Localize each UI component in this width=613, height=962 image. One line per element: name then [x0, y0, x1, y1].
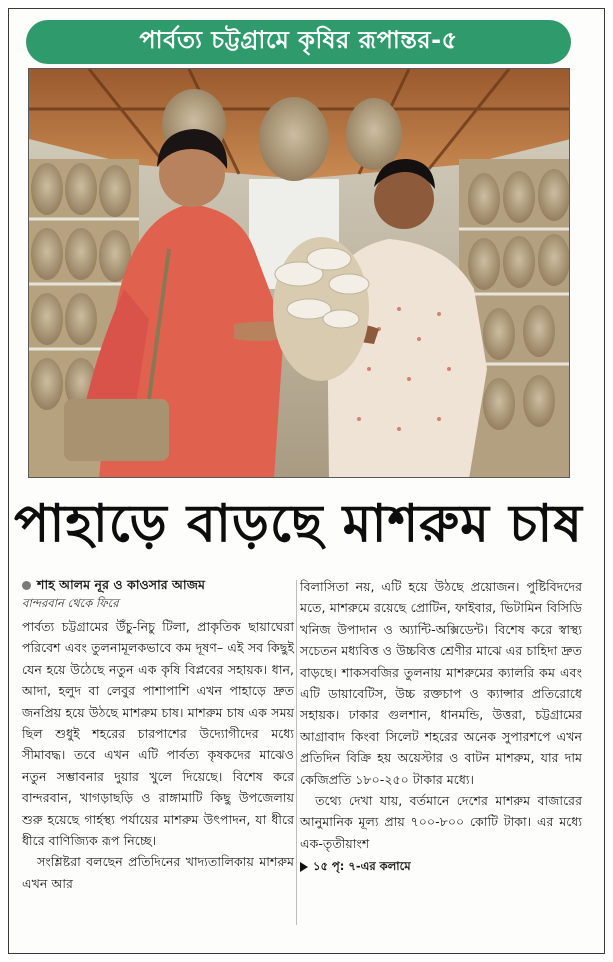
- bullet-icon: [22, 581, 31, 590]
- paragraph: পার্বত্য চট্টগ্রামের উঁচু-নিচু টিলা, প্রাকৃতিক ছায়াঘেরা পরিবেশ এবং তুলনামূলকভাবে কম দূষণ– এই সব কিছুই যেন হয়ে উঠেছে নতুন এক কৃষি বিপ্লবের সহায়ক। ধান, আদা, হলুদ বা লেবুর পাশাপাশি এখন পাহাড়ে দ্রুত জনপ্রিয় হয়ে উঠছে মাশরুম চাষ। মাশরুম চাষ এক সময় ছিল শুধুই শহরের চারপাশের উদ্যোগীদের মধ্যে সীমাবদ্ধ। তবে এখন এটি পার্বত্য কৃষকদের মাঝেও নতুন সম্ভাবনার দুয়ার খুলে দিয়েছে। বিশেষ করে বান্দরবান, খাগড়াছড়ি ও রাঙ্গামাটি কিছু উপজেলায় শুরু হয়েছে গার্হস্থ্য পর্যায়ের মাশরুম উৎপাদন, যা ধীরে ধীরে বাণিজ্যিক রূপ নিচ্ছে।: [22, 619, 294, 849]
- column-divider: [296, 580, 297, 925]
- article-column-right: [300, 576, 582, 878]
- paragraph: বিলাসিতা নয়, এটি হয়ে উঠছে প্রয়োজন। পুষ্টিবিদদের মতে, মাশরুমে রয়েছে প্রোটিন, ফাইবার, ভিটামিন বিসিডি খনিজ উপাদান ও অ্যান্টি-অক্সিডেন্ট। বিশেষ করে স্বাস্থ্য সচেতন মধ্যবিত্ত ও উচ্চবিত্ত শ্রেণীর মাঝে এর চাহিদা দ্রুত বাড়ছে। শাকসবজির তুলনায় মাশরুমের ক্যালরি কম এবং এটি ডায়াবেটিস, উচ্চ রক্তচাপ ও ক্যান্সার প্রতিরোধে সহায়ক। ঢাকার গুলশান, ধানমন্ডি, উত্তরা, চট্টগ্রামের আগ্রাবাদ কিংবা সিলেট শহরের অনেক সুপারশপে এখন প্রতিদিন বিক্রি হয় অয়েস্টার ও বাটন মাশরুম, যার দাম কেজিপ্রতি ১৮০-২৫০ টাকার মধ্যে।: [300, 579, 582, 787]
- continued-text: ১৫ পৃ: ৭-এর কলামে: [313, 859, 411, 874]
- article-photo: [28, 68, 570, 478]
- continued-note: [300, 856, 582, 877]
- series-banner: [26, 20, 571, 64]
- handbag: [64, 399, 169, 461]
- mushroom-bag: [273, 237, 369, 381]
- article-column-left: [22, 576, 294, 894]
- paragraph: তথ্যে দেখা যায়, বর্তমানে দেশের মাশরুম বাজারের আনুমানিক মূল্য প্রায় ৭০০-৮০০ কোটি টাকা। এর মধ্যে এক-তৃতীয়াংশ: [300, 793, 582, 851]
- dateline: বান্দরবান থেকে ফিরে: [22, 596, 119, 610]
- headline-text: পাহাড়ে বাড়ছে মাশরুম চাষ: [14, 493, 583, 554]
- arrow-right-icon: [300, 862, 308, 872]
- headline: [14, 484, 583, 568]
- byline: [22, 576, 294, 594]
- byline-text: শাহ আলম নূর ও কাওসার আজম: [37, 577, 206, 592]
- mushroom-farm-photo: [29, 69, 570, 478]
- paragraph: সংশ্লিষ্টরা বলছেন প্রতিদিনের খাদ্যতালিকায় মাশরুম এখন আর: [22, 854, 294, 891]
- series-banner-text: পার্বত্য চট্টগ্রামে কৃষির রূপান্তর-৫: [139, 26, 458, 54]
